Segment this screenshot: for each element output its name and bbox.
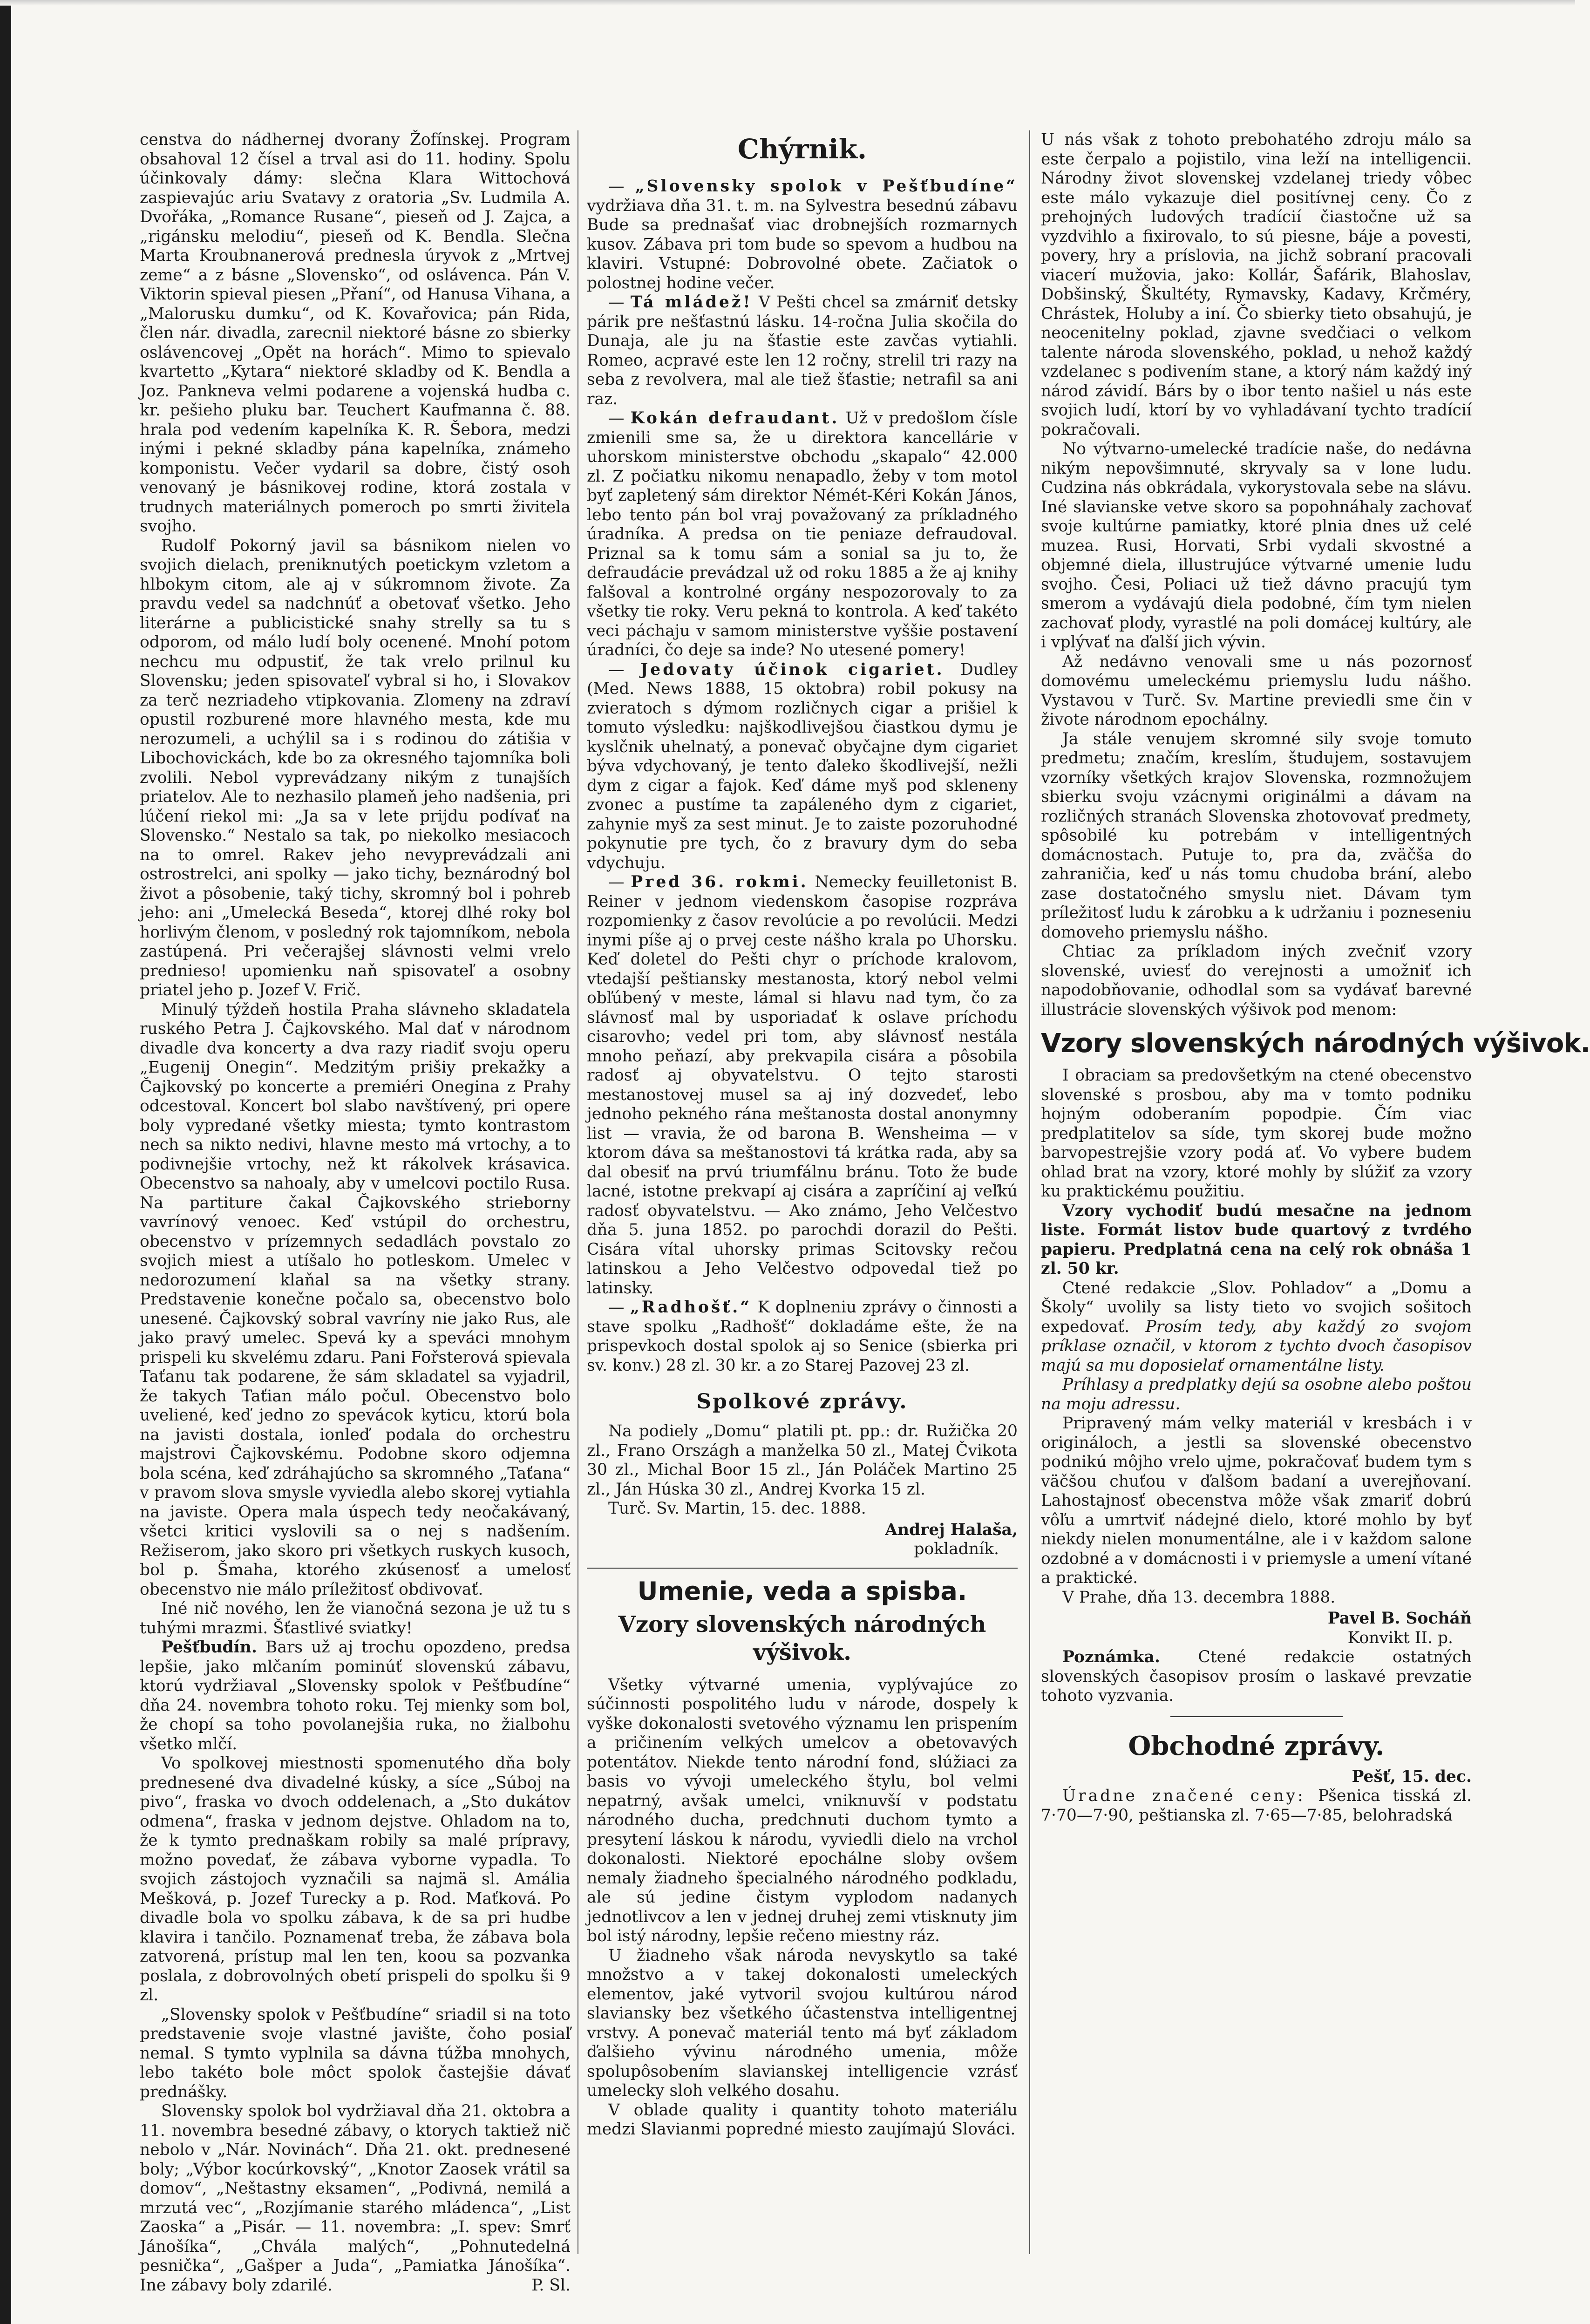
lead-in: Pešťbudín. xyxy=(161,1638,257,1657)
column-right xyxy=(1041,130,1590,2254)
paragraph: censtva do nádhernej dvorany Žofínskej. Program obsahoval 12 čísel a trval asi do 11. hodiny. Spolu účinkovaly dámy: slečna Klara Wittochová zaspievajúc ariu Svatavy z oratoria „Sv. Ludmila A. Dvořáka, „Romance Rusane“, pieseň od J. Zajca, a „rigánsku melodiu“, pieseň od K. Bendla. Slečna Marta Kroubnanerová prednesla úryvok z „Mrtvej zeme“ a z básne „Slovensko“, od oslávenca. Pán V. Viktorin spieval piesen „Přaní“, od Hanusa Vihana, a „Malorusku dumku“, od K. Kovařovica; pán Rida, člen nár. divadla, zarecnil niektoré básne zo sbierky oslávencovej „Opět na horách“. Mimo to spievalo kvartetto „Kytara“ niektoré skladby od K. Bendla a Joz. Pankneva velmi podarene a vojenská hudba c. kr. pešieho pluku bar. Teuchert Kaufmanna č. 88. hrala pod vedením kapelníka K. R. Šebora, medzi inými i pekné skladby pána kapelníka, známeho komponistu. Večer vydaril sa dobre, čistý osoh venovaný je básnikovej rodine, ktorá zostala v trudnych materiálnych pomeroch po smrti živitela svojho. xyxy=(140,130,571,536)
paragraph xyxy=(140,1638,571,1754)
lead-in: „Slovensky spolok v Pešťbudíne“ xyxy=(635,177,1018,196)
paragraph-text: K doplneniu zprávy o činnosti a stave spolku „Radhošť“ dokladáme ešte, že na prispevkoch dostal spolok aj so Senice (sbierka pri sv. konv.) 28 zl. 30 kr. a zo Starej Pazovej 23 zl. xyxy=(587,1298,1018,1375)
paragraph: Všetky výtvarné umenia, vyplývajúce zo súčinnosti pospolitého ludu v národe, dospely k vyške dokonalosti svetového významu len prispením a pričinením velkých umelcov a obetovavých potentátov. Niekde tento národní fond, slúžiaci za basis vo vývoji umeleckého štylu, bol velmi nepatrný, avšak umelci, vniknuvší v podstatu národného ducha, predchnuti duchom tymto a presytení láskou k národu, vyviedli dielo na vrchol dokonalosti. Niektoré epochálne sloby ovšem nemaly žiadneho špecialného národného podkladu, ale sú jedine čistym vyplodom nadanych jednotlivcov a len v jednej druhej zemi vtisknuty jim bol istý národny, lepšie rečeno miestny ráz. xyxy=(587,1675,1018,1945)
signature-role: pokladník. xyxy=(914,1540,999,1558)
newspaper-page xyxy=(140,130,1590,2295)
paragraph: Chtiac za príkladom iných zvečniť vzory slovenské, uviesť do verejnosti a umožniť ich napodobňovanie, odhodlal som sa vydávať barevné illustrácie slovenských výšivok pod menom: xyxy=(1041,942,1472,1019)
section-title-umenie: Umenie, veda a spisba. xyxy=(637,1576,967,1606)
lead-in: Úradne značené ceny: xyxy=(1062,1787,1305,1805)
paragraph-text: Ctené redakcie ostatných slovenských časopisov prosím o laskavé prevzatie tohoto vyzvania. xyxy=(1041,1648,1472,1705)
paragraph: „Slovensky spolok v Pešťbudíne“ sriadil si na toto predstavenie svoje vlastné javište, čoho posiaľ nemal. S tymto vyplnila sa dávna túžba mnohych, lebo takéto bole môct spolok častejšie dávať prednášky. xyxy=(140,2005,571,2101)
news-item: — Pred 36. rokmi. Nemecky feuilletonist B. Reiner v jednom viedenskom časopise rozpráva rozpomienky z časov revolúcie a po revolúcii. Medzi inymi píše aj o prvej ceste nášho krala po Uhorsku. Keď doletel do Pešti chyr o príchode kralovom, vtedajší peštiansky mestanosta, ktorý nebol velmi obľúbený v meste, lámal si hlavu nad tym, čo za slávnosť mal by usporiadať k oslave príchodu cisarovho; vedel pri tom, aby slávnosť nestála mnoho peňazí, aby prekvapila cisára a pôsobila radosť aj obyvatelstvu. O tejto starosti mestanostovej musel sa aj iný dozvedeť, lebo jednoho pekného rána meštanosta dostal anonymny list — vravia, že od barona B. Wensheima — v ktorom dáva sa meštanostovi tá krátka rada, aby sa dal obesiť na prvú triumfálnu bránu. Toto že bude lacné, istotne prekvapí aj cisára a zapríčiní aj veľkú radosť obyvatelstvu. — Ako známo, Jeho Velčestvo dňa 5. juna 1852. po parochdi dorazil do Pešti. Cisára vítal uhorsky primas Scitovsky rečou latinskou a Jeho Velčestvo odpovedal tiež po latinsky. xyxy=(587,873,1018,1298)
paragraph xyxy=(1041,1787,1472,1825)
paragraph: Pripravený mám velky materiál v kresbách i v origináloch, a jestli sa slovenské obecenstvo podnikú môjho vrelo ujme, pokračovať budem tym s väčšou chuťou v ďalšom badaní a uverejňovaní. Lahostajnosť obecenstva môže však zmariť dobrú vôľu a umrtviť nádejné dielo, ktoré mohlo by byť niekdy nielen monumentálne, ale i v každom salone ozdobné a v domácnosti i v priemysle a umení vítané a praktické. xyxy=(1041,1414,1472,1587)
paragraph-text: Nemecky feuilletonist B. Reiner v jednom viedenskom časopise rozpráva rozpomienky z časov revolúcie a po revolúcii. Medzi inymi píše aj o prvej ceste nášho krala po Uhorsku. Keď doletel do Pešti chyr o príchode kralovom, vtedajší peštiansky mestanosta, ktorý nebol velmi obľúbený v meste, lámal si hlavu nad tym, čo za slávnosť mal by usporiadať k oslave príchodu cisarovho; vedel pri tom, aby slávnosť nestála mnoho peňazí, aby prekvapila cisára a pôsobila radosť aj obyvatelstvu. O tejto starosti mestanostovej musel sa aj iný dozvedeť, lebo jednoho pekného rána meštanosta dostal anonymny list — vravia, že od barona B. Wensheima — v ktorom dáva sa meštanostovi tá krátka rada, aby sa dal obesiť na prvú triumfálnu bránu. Toto že bude lacné, istotne prekvapí aj cisára a zapríčiní aj veľkú radosť obyvatelstvu. — Ako známo, Jeho Velčestvo dňa 5. juna 1852. po parochdi dorazil do Pešti. Cisára vítal uhorsky primas Scitovsky rečou latinskou a Jeho Velčestvo odpovedal tiež po latinsky. xyxy=(587,873,1018,1298)
section-divider xyxy=(587,1568,1018,1569)
paragraph: Vzory vychodiť budú mesačne na jednom liste. Formát listov bude quartový z tvrdého papieru. Predplatná cena na celý rok obnáša 1 zl. 50 kr. xyxy=(1041,1201,1472,1278)
paragraph: I obraciam sa predovšetkým na ctené obecenstvo slovenské s prosbou, aby ma v tomto podniku hojným odoberaním popodpie. Čím viac predplatitelov sa síde, tym skorej bude možno barvopestrejšie vzory podá ať. Vo vybere budem ohlad brat na vzory, ktoré mohly by slúžiť za vzory ku praktickému použitiu. xyxy=(1041,1066,1472,1201)
paragraph-text: Slovensky spolok bol vydržiaval dňa 21. oktobra a 11. novembra besedné zábavy, o ktorych taktiež nič nebolo v „Nár. Novinách“. Dňa 21. okt. prednesené boly; „Výbor kocúrkovský“, „Knotor Zaosek vrátil sa domov“, „Neštastny eksamen“, „Podivná, nemilá a mrzutá vec“, „Rozjímanie starého mládenca“, „List Zaoska“ a „Pisár. — 11. novembra: „I. spev: Smrť Jánošíka“, „Chvála malých“, „Pohnutedelná pesnička“, „Gašper a Juda“, „Pamiatka Jánošíka“. Ine zábavy boly zdarilé. xyxy=(140,2102,571,2295)
lead-in: Tá mládež! xyxy=(630,293,753,312)
paragraph: Na podiely „Domu“ platili pt. pp.: dr. Ružička 20 zl., Frano Országh a manželka 50 zl., Matej Čvikota 30 zl., Michal Boor 15 zl., Ján Poláček Martino 25 zl., Ján Húska 30 zl., Andrej Kvorka 15 zl. xyxy=(587,1422,1018,1499)
section-divider xyxy=(1170,1716,1343,1717)
signature: Pavel B. Socháň xyxy=(1327,1609,1472,1628)
lead-in: „Radhošť.“ xyxy=(630,1298,752,1317)
signature: Andrej Halaša, xyxy=(885,1520,1018,1539)
paragraph-text: Pšenica tisská zl. 7·70—7·90, peštianska zl. 7·65—7·85, belohradská xyxy=(1041,1787,1472,1825)
news-item: — „Slovensky spolok v Pešťbudíne“ vydržiava dňa 31. t. m. na Sylvestra besednú zábavu Bude sa prednašať viac drobnejších rozmarnych kusov. Zábava pri tom bude so spevom a hudbou na klaviri. Vstupné: Dobrovolné obete. Začiatok o polostnej hodine večer. xyxy=(587,177,1018,292)
paragraph-text: V Pešti chcel sa zmárniť detsky párik pre nešťastnú lásku. 14-ročna Julia skočila do Dunaja, ale ju na šťastie este zavčas vytiahli. Romeo, acpravé este len 12 ročny, strelil tri razy na seba z revolvera, mal ale tiež šťastie; netrafil sa ani raz. xyxy=(587,293,1018,408)
column-left xyxy=(140,130,571,2295)
paragraph: Až nedávno venovali sme u nás pozornosť domovému umeleckému priemyslu ludu nášho. Vystavou v Turč. Sv. Martine previedli sme čin v živote národnom epochálny. xyxy=(1041,652,1472,729)
paragraph-text: Bars už aj trochu opozdeno, predsa lepšie, jako mlčaním pominúť slovenskú zábavu, ktorú vydržiaval „Slovensky spolok v Pešťbudíne“ dňa 24. novembra tohoto roku. Tej mienky som bol, že chopí sa toho povolanejšia ruka, no žialbohu všetko mlčí. xyxy=(140,1638,571,1753)
paragraph: Iné nič nového, len že vianočná sezona je už tu s tuhými mrazmi. Šťastlivé sviatky! xyxy=(140,1599,571,1638)
section-title-chyrnik: Chýrnik. xyxy=(737,133,867,165)
section-title-obchodne: Obchodné zprávy. xyxy=(1128,1730,1385,1761)
scan-edge xyxy=(0,0,11,2324)
lead-in: Poznámka. xyxy=(1062,1648,1160,1666)
paragraph: V oblade quality i quantity tohoto materiálu medzi Slavianmi popredné miesto zaujímajú Slováci. xyxy=(587,2100,1018,2139)
paragraph-text: vydržiava dňa 31. t. m. na Sylvestra besednú zábavu Bude sa prednašať viac drobnejších rozmarnych kusov. Zábava pri tom bude so spevom a hudbou na klaviri. Vstupné: Dobrovolné obete. Začiatok o polostnej hodine večer. xyxy=(587,196,1018,292)
news-item: — Jedovaty účinok cigariet. Dudley (Med. News 1888, 15 oktobra) robil pokusy na zvieratoch s dýmom rozličnych cigar a prišiel k tomuto výsledku: najškodlivejšou čiastkou dymu je kyslčnik uhelnatý, a ponevač obyčajne dym cigariet býva vdychovaný, je tento ďaleko škodlivejší, nežli dym z cigar a fajok. Keď dáme myš pod skleneny zvonec a pustíme ta zapáleného dym z cigariet, zahynie myš za sest minut. Je to zaiste pozoruhodné pokynutie pre tych, čo z bravury dym do seba vdychuju. xyxy=(587,660,1018,872)
scan-shadow xyxy=(0,0,1575,6)
dateline: Turč. Sv. Martin, 15. dec. 1888. xyxy=(608,1499,866,1518)
note xyxy=(1041,1648,1472,1706)
paragraph-text: Už v predošlom čísle zmienili sme sa, že u direktora kancellárie v uhorskom ministerstve obchodu „skapalo“ 42.000 zl. Z počiatku nikomu nenapadlo, žeby v tom motol byť zapletený sám direktor Némét-Kéri Kokán János, lebo tento pán bol vraj považovaný za príkladného úradníka. A predsa on tie peniaze defraudoval. Priznal sa k tomu sám a sonial sa ju to, že defraudácie prevádzal už od roku 1885 a že aj knihy falšoval a kontrolné orgány nespozorovaly to za všetky tie roky. Veru pekná to kontrola. A keď takéto veci páchaju v samom ministerstve vyššie postavení úradníci, čo deje sa inde? No utesené pomery! xyxy=(587,409,1018,659)
paragraph xyxy=(140,2102,571,2295)
paragraph xyxy=(1041,1279,1472,1376)
publication-title: Vzory slovenských národných výšivok. xyxy=(1041,1028,1590,1059)
article-title: Vzory slovenských národných výšivok. xyxy=(618,1611,986,1665)
dateline: V Prahe, dňa 13. decembra 1888. xyxy=(1062,1588,1336,1607)
paragraph: No výtvarno-umelecké tradície naše, do nedávna nikým nepovšimnuté, skryvaly sa v lone ludu. Cudzina nás obkrádala, vykorystovala sebe na slávu. Iné slavianske vetve skoro sa popohnáhaly zachovať svoje kultúrne pamiatky, ktoré plnia dnes už celé muzea. Rusi, Horvati, Srbi vydali skvostné a objemné diela, illustrujúce výtvarné umenie ludu svojho. Česi, Poliaci už tiež dávno pracujú tym smerom a vydávajú diela podobné, čím tym nielen zachovať plody, vyrastlé na poli domácej kultúry, ale i vplývať na ďalší jich vývin. xyxy=(1041,440,1472,652)
paragraph: Rudolf Pokorný javil sa básnikom nielen vo svojich dielach, preniknutých poetickym vzletom a hlbokym citom, ale aj v súkromnom živote. Za pravdu vedel sa nadchnúť a obetovať všetko. Jeho literárne a publicistické snahy strelly sa tu s odporom, od málo ludí boly ocenené. Mnohí potom nechcu mu odpustiť, že tak vrelo prilnul ku Slovensku; jeden spisovateľ vybral si ho, i Slovakov za terč nezriadeho vtipkovania. Zlomeny na zdraví opustil rozburené more hlavného mesta, kde mu nerozumeli, a uchýlil sa i s rodinou do zátišia v Libochovickách, kde bo za okresného tajomníka boli zvolili. Nebol vyprevádzany nikým z tunajších priatelov. Ale to nezhasilo plameň jeho nadšenia, pri lúčení riekol mi: „Ja sa v lete prijdu podívať na Slovensko.“ Nestalo sa tak, po niekolko mesiacoch na to omrel. Rakev jeho nevyprevádzali ani ostrostrelci, ani spolky — jako tichy, beznárodný bol život a pôsobenie, taký tichy, skromný bol i pohreb jeho: ani „Umelecká Beseda“, ktorej dlhé roky bol horlivým členom, v posledný rok tajomníkom, nebola zastúpená. Pri večerajšej slávnosti velmi vrelo prednieso! upomienku naň spisovateľ a osobny priatel jeho p. Jozef V. Frič. xyxy=(140,536,571,999)
paragraph: Vo spolkovej miestnosti spomenutého dňa boly prednesené dva divadelné kúsky, a síce „Súboj na pivo“, fraska vo dvoch oddelenach, a „Sto dukátov odmena“, fraska v jednom dejstve. Ohladom na to, že k tymto prednaškam robily sa malé prípravy, možno povedať, že zábava vyborne vypadla. To svojich zástojoch vyznačili sa najmä sl. Amália Mešková, p. Jozef Turecky a p. Rod. Maťková. Po divadle bola vo spolku zábava, k de sa pri hudbe klavira i tančilo. Poznamenať treba, že zábava bola zatvorená, prístup mal len ten, koou sa pozvanka poslala, z dobrovolných obetí prispeli do spolku ši 9 zl. xyxy=(140,1754,571,2005)
column-middle xyxy=(587,130,1018,2254)
news-item: — Kokán defraudant. Už v predošlom čísle zmienili sme sa, že u direktora kancellárie v uhorskom ministerstve obchodu „skapalo“ 42.000 zl. Z počiatku nikomu nenapadlo, žeby v tom motol byť zapletený sám direktor Némét-Kéri Kokán János, lebo tento pán bol vraj považovaný za príkladného úradníka. A predsa on tie peniaze defraudoval. Priznal sa k tomu sám a sonial sa ju to, že defraudácie prevádzal už od roku 1885 a že aj knihy falšoval a kontrolné orgány nespozorovaly to za všetky tie roky. Veru pekná to kontrola. A keď takéto veci páchaju v samom ministerstve vyššie postavení úradníci, čo deje sa inde? No utesené pomery! xyxy=(587,409,1018,659)
paragraph: U žiadneho však národa nevyskytlo sa také množstvo a v takej dokonalosti umeleckých elementov, jaké vytvoril svojou kultúrou národ slaviansky bez všetkého účastenstva intelligentnej vrstvy. A ponevač materiál tento má byť základom ďalšieho vývinu národného umenia, môže spolupôsobením slavianskej intelligencie vzrásť umelecky sloh velkého dosahu. xyxy=(587,1946,1018,2100)
lead-in: Pred 36. rokmi. xyxy=(631,873,809,891)
paragraph-text: Dudley (Med. News 1888, 15 oktobra) robil pokusy na zvieratoch s dýmom rozličnych cigar a prišiel k tomuto výsledku: najškodlivejšou čiastkou dymu je kyslčnik uhelnatý, a ponevač obyčajne dym cigariet býva vdychovaný, je tento ďaleko škodlivejší, nežli dym z cigar a fajok. Keď dáme myš pod skleneny zvonec a pustíme ta zapáleného dym z cigariet, zahynie myš za sest minut. Je to zaiste pozoruhodné pokynutie pre tych, čo z bravury dym do seba vdychuju. xyxy=(587,660,1018,872)
section-title-spolkove: Spolkové zprávy. xyxy=(696,1390,908,1413)
author-signature: P. Sl. xyxy=(531,2276,571,2295)
paragraph-text: Ctené redakcie „Slov. Pohladov“ a „Domu a Školy“ uvolily sa listy tieto vo svojich sošitoch expedovať. xyxy=(1041,1278,1472,1336)
paragraph: Príhlasy a predplatky dejú sa osobne alebo poštou na moju adressu. xyxy=(1041,1375,1472,1413)
signature-role: Konvikt II. p. xyxy=(1347,1628,1453,1647)
paragraph: U nás však z tohoto prebohatého zdroju málo sa este čerpalo a pojistilo, vina leží na intelligencii. Národny život slovenskej vzdelanej triedy vôbec este málo vykazuje diel positívnej ceny. Čo z prehojných ludových tradícií čiastočne už sa vyzdvihlo a fixirovalo, to sú piesne, báje a povesti, povery, hry a príslovia, na jichž sobraní pracovali viacerí mužovia, jako: Kollár, Šafárik, Blahoslav, Dobšinský, Škultéty, Rymavsky, Kadavy, Krčméry, Chrástek, Holuby a iní. Čo sbierky tieto obsahujú, je neocenitelny poklad, zjavne svedčiaci o velkom talente národa slovenského, poklad, u nehož každý vzdelanec s podivením stane, a ktorý nám každý iný národ závidí. Bárs by o ibor tento našiel u nás este svojich ludí, ktorí by vo vyhladávaní tychto tradícií pokračovali. xyxy=(1041,130,1472,439)
news-item: — „Radhošť.“ K doplneniu zprávy o činnosti a stave spolku „Radhošť“ dokladáme ešte, že na prispevkoch dostal spolok aj so Senice (sbierka pri sv. konv.) 28 zl. 30 kr. a zo Starej Pazovej 23 zl. xyxy=(587,1298,1018,1375)
paragraph: Minulý týždeň hostila Praha slávneho skladatela ruského Petra J. Čajkovského. Mal dať v národnom divadle dva koncerty a dva razy riadiť svoju operu „Eugenij Onegin“. Medzitým prišiy prekažky a Čajkovský po koncerte a premiéri Onegina z Prahy odcestoval. Koncert bol slabo navštívený, pri opere boly vypredané všetky miesta; tymto kontrastom nech sa nikto nedivi, hlavne mesto má vrtochy, a to podivnejšie vrtochy, než kt rákolvek krásavica. Obecenstvo sa nahoaly, aby v umelcovi poctilo Rusa. Na partiture čakal Čajkovského strieborny vavrínový venoec. Keď vstúpil do orchestru, obecenstvo v prízemnych sedadlách povstalo zo svojich miest a utíšalo ho potleskom. Umelec v nedorozumení klaňal sa na všetky strany. Predstavenie konečne počalo sa, obecenstvo bolo unesené. Čajkovský sobral vavríny nie jako Rus, ale jako pravý umelec. Spevá ky a speváci mnohym prispeli ku skvelému zdaru. Pani Fořsterová spievala Taťanu tak podarene, že sám skladatel sa vyjadril, že takych Taťian málo počul. Obecenstvo bolo uveliené, keď jedno zo spevácok kyticu, ktorú bola na javisti dostala, ionleď podala do orchestru majstrovi Čajkovskému. Podobne skoro odjemna bola scéna, keď zdráhajúcho sa skromného „Taťana“ v pravom slova smysle vyviedla alebo skorej vytiahla na javiste. Opera mala úspech tedy neočakávaný, všetci kritici vyslovili sa o nej s nadšením. Režiserom, jako skoro pri všetkych ruskych kusoch, bol p. Šmaha, ktorého zkúsenosť a umelosť obecenstvo nie málo príležitosť obdivovať. xyxy=(140,1000,571,1599)
column-divider xyxy=(1029,130,1030,2254)
lead-in: Kokán defraudant. xyxy=(630,409,840,428)
news-item: — Tá mládež! V Pešti chcel sa zmárniť detsky párik pre nešťastnú lásku. 14-ročna Julia skočila do Dunaja, ale ju na šťastie este zavčas vytiahli. Romeo, acpravé este len 12 ročny, strelil tri razy na seba z revolvera, mal ale tiež šťastie; netrafil sa ani raz. xyxy=(587,293,1018,408)
paragraph: Ja stále venujem skromné sily svoje tomuto predmetu; značím, kreslím, študujem, sostavujem vzorníky všetkých krajov Slovenska, rozmnožujem sbierku svoju vzácnymi originálmi a dávam na rozličných stranách Slovenska zhotovovať predmety, spôsobilé ku potrebám v intelligentných domácnostach. Putuje to, pra da, zväčša do zahraničia, keď u nás tomu chudoba brání, alebo zase dostatočného smyslu niet. Dávam tym príležitosť ludu k zárobku a k udržaniu i pozneseniu domoveho priemyslu nášho. xyxy=(1041,729,1472,942)
paragraph-text: Prosím tedy, aby každý zo svojom príklase označil, v ktorom z tychto dvoch časopisov majú sa mu doposielať ornamentálne listy. xyxy=(1041,1317,1472,1375)
dateline: Pešť, 15. dec. xyxy=(1352,1767,1472,1786)
lead-in: Jedovaty účinok cigariet. xyxy=(640,660,944,679)
